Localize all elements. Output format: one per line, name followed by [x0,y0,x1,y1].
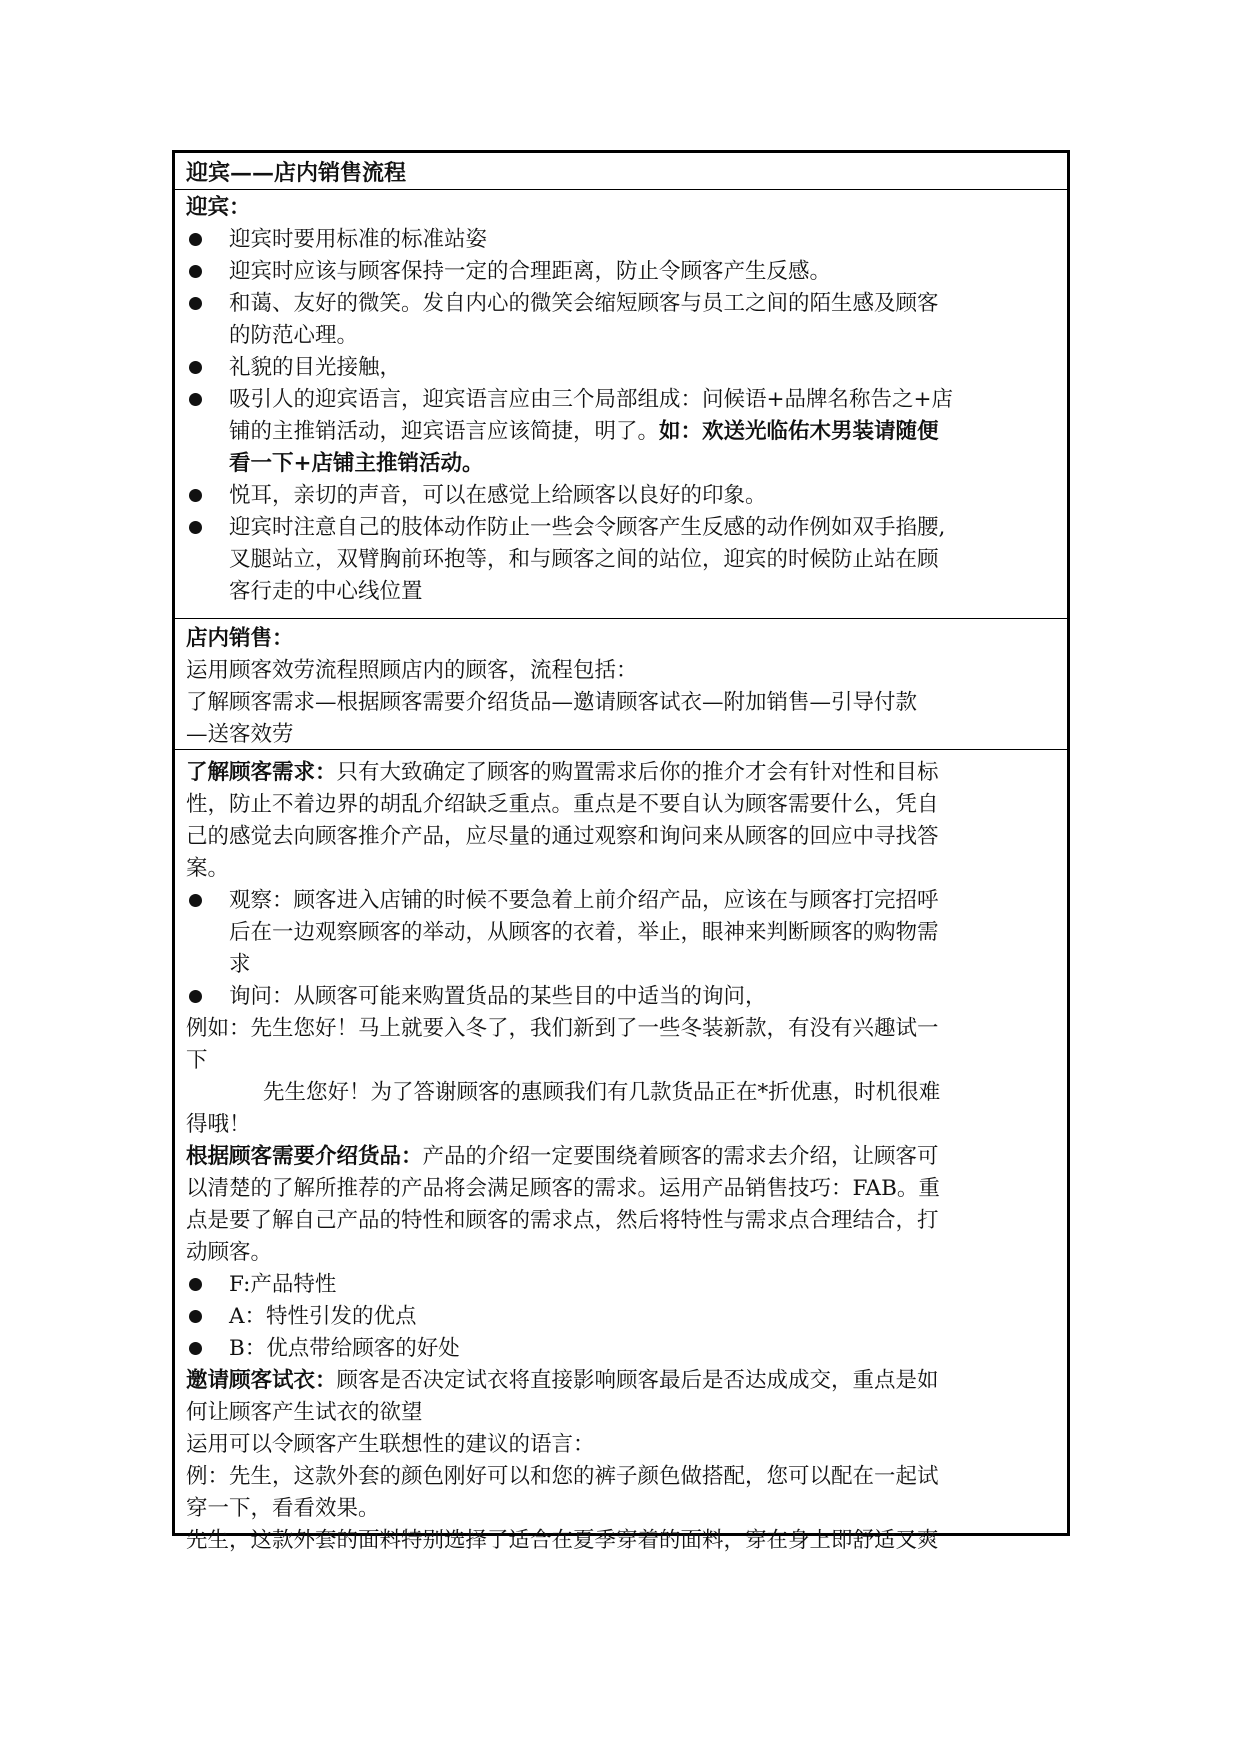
greeting-bullet-1: 迎宾时要用标准的标准站姿 [186,224,1057,256]
in-store-heading: 店内销售： [186,626,294,651]
greeting-bullet-7: 迎宾时注意自己的肢体动作防止一些会令顾客产生反感的动作例如双手掐腰, 叉腿站立，双臂胸前环抱等，和与顾客之间的站位，迎宾的时候防止站在顾 客行走的中心线位置 [186,512,1057,608]
section-in-store: 店内销售： 运用顾客效劳流程照顾店内的顾客，流程包括： 了解顾客需求—根据顾客需要介绍货品—邀请顾客试衣—附加销售—引导付款 —送客效劳 [175,619,1067,750]
section-greeting [175,190,1067,619]
needs-bullet-observe: 观察：顾客进入店铺的时候不要急着上前介绍产品，应该在与顾客打完招呼 后在一边观察顾客的举动，从顾客的衣着，举止，眼神来判断顾客的购物需 求 [186,885,1057,981]
greeting-heading: 迎宾： [186,195,251,220]
greeting-bullet-6: 悦耳，亲切的声音，可以在感觉上给顾客以良好的印象。 [186,480,1057,512]
greeting-bullet-3: 和蔼、友好的微笑。发自内心的微笑会缩短顾客与员工之间的陌生感及顾客 的防范心理。 [186,288,1057,352]
greeting-example: 如：欢送光临佑木男装请随便 [659,419,939,444]
fab-bullet-f: F:产品特性 [186,1269,1057,1301]
try-on-paragraph: 邀请顾客试衣：顾客是否决定试衣将直接影响顾客最后是否达成成交，重点是如 [186,1368,939,1393]
greeting-bullet-2: 迎宾时应该与顾客保持一定的合理距离，防止令顾客产生反感。 [186,256,1057,288]
bullet-dot-icon [189,1342,202,1355]
bullet-dot-icon [189,297,202,310]
bullet-dot-icon [189,990,202,1003]
fab-bullet-a: A：特性引发的优点 [186,1301,1057,1333]
needs-paragraph: 了解顾客需求：只有大致确定了顾客的购置需求后你的推介才会有针对性和目标 [186,760,939,785]
bullet-dot-icon [189,894,202,907]
doc-title: 迎宾——店内销售流程 [175,153,1067,190]
greeting-bullet-5: 吸引人的迎宾语言，迎宾语言应由三个局部组成：问候语+品牌名称告之+店 铺的主推销活动，迎宾语言应该简捷，明了。如：欢送光临佑木男装请随便 看一下+店铺主推销活动。 [186,384,1057,480]
document-frame [172,150,1070,1553]
greeting-bullet-4: 礼貌的目光接触， [186,352,1057,384]
introduce-paragraph: 根据顾客需要介绍货品：产品的介绍一定要围绕着顾客的需求去介绍，让顾客可 [186,1144,939,1169]
bullet-dot-icon [189,1278,202,1291]
section-details: 了解顾客需求：只有大致确定了顾客的购置需求后你的推介才会有针对性和目标 性，防止不着边界的胡乱介绍缺乏重点。重点是不要自认为顾客需要什么，凭自 己的感觉去向顾客推介产品，应尽量的通过观察和询问来从顾客的回应中寻找答 案。 观察：顾客进入店铺的时候不要急着上前介绍产品，应该在与顾客打完招呼 后在一边观察顾客的举动，从顾客的衣着，举止，眼神来判断顾客的购物需 求 询问：从顾客可能来购置货品的某些目的中适当的询问， 例如：先生您好！马上就要入冬了，我们新到了一些冬装新款，有没有兴趣试一 下 先生您好！为了答谢顾客的惠顾我们有几款货品正在*折优惠，时机很难 得哦！ 根据顾客需要介绍货品：产品的介绍一定要围绕着顾客的需求去介绍，让顾客可 以清楚的了解所推荐的产品将会满足顾客的需求。运用产品销售技巧：FAB。重 点是要了解自己产品的特性和顾客的需求点，然后将特性与需求点合理结合，打 动顾客。 F:产品特性 A：特性引发的优点 B：优点带给顾客的好处 邀请顾客试衣：顾客是否决定试衣将直接影响顾客最后是否达成成交，重点是如 何让顾客产生试衣的欲望 运用可以令顾客产生联想性的建议的语言： 例：先生，这款外套的颜色刚好可以和您的裤子颜色做搭配，您可以配在一起试 穿一下，看看效果。 先生，这款外套的面料特别选择了适合在夏季穿着的面料，穿在身上即舒适又爽 [175,750,1067,1557]
bullet-dot-icon [189,265,202,278]
bullet-dot-icon [189,521,202,534]
bullet-dot-icon [189,489,202,502]
bullet-dot-icon [189,361,202,374]
bullet-dot-icon [189,233,202,246]
bullet-dot-icon [189,1310,202,1323]
needs-bullet-ask: 询问：从顾客可能来购置货品的某些目的中适当的询问， [186,981,1057,1013]
bullet-dot-icon [189,393,202,406]
fab-bullet-b: B：优点带给顾客的好处 [186,1333,1057,1365]
